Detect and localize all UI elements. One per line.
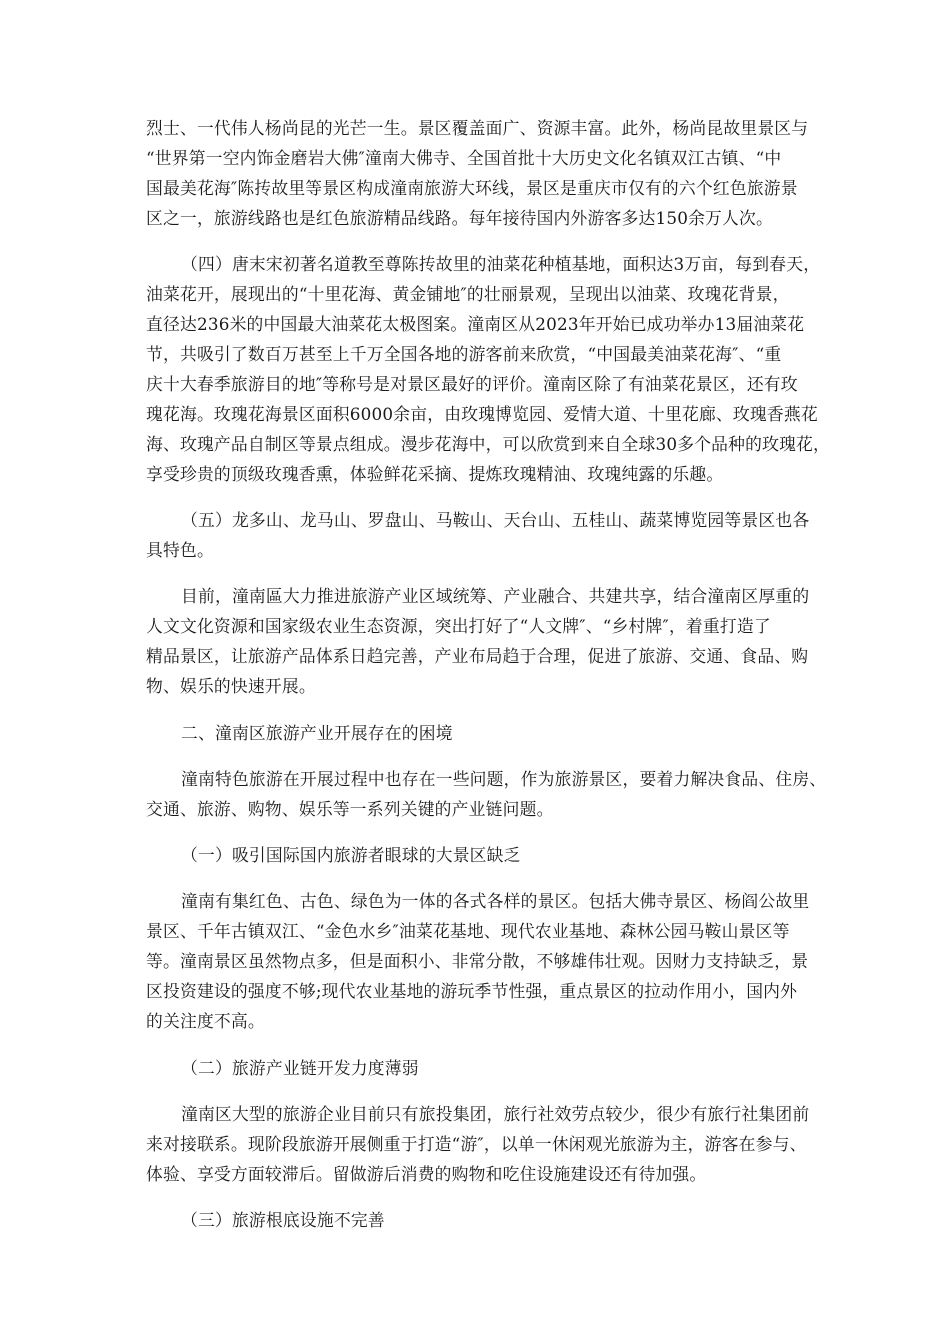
paragraph-line: “世界第一空内饰金磨岩大佛″潼南大佛寺、全国首批十大历史文化名镇双江古镇、“中	[146, 148, 782, 168]
paragraph-line: 油菜花开，展现出的“十里花海、黄金铺地″的壮丽景观，呈现出以油菜、玫瑰花背景，	[146, 284, 790, 304]
paragraph-line: 享受珍贵的顶级玫瑰香熏，体验鲜花采摘、提炼玫瑰精油、玫瑰纯露的乐趣。	[146, 464, 724, 484]
paragraph-line: 直径达236米的中国最大油菜花太极图案。潼南区从2023年开始已成功举办13届油菜花	[146, 314, 805, 334]
paragraph-line: 潼南区大型的旅游企业目前只有旅投集团，旅行社效劳点较少，很少有旅行社集团前	[181, 1104, 810, 1124]
paragraph-line: 体验、享受方面较滞后。留做游后消费的购物和吃住设施建设还有待加强。	[146, 1164, 707, 1184]
paragraph-line: 烈士、一代伟人杨尚昆的光芒一生。景区覆盖面广、资源丰富。此外，杨尚昆故里景区与	[146, 118, 809, 138]
paragraph-line: （五）龙多山、龙马山、罗盘山、马鞍山、天台山、五桂山、蔬菜博览园等景区也各	[181, 510, 810, 530]
paragraph-line: 人文文化资源和国家级农业生态资源，突出打好了“人文牌″、“乡村牌″，着重打造了	[146, 616, 771, 636]
subsection-heading: （三）旅游根底设施不完善	[181, 1210, 385, 1230]
paragraph-line: （四）唐末宋初著名道教至尊陈抟故里的油菜花种植基地，面积达3万亩，每到春天，	[181, 254, 821, 274]
paragraph-line: 具特色。	[146, 540, 214, 560]
paragraph-line: 潼南特色旅游在开展过程中也存在一些问题，作为旅游景区，要着力解决食品、住房、	[181, 769, 827, 789]
paragraph-line: 区投资建设的强度不够;现代农业基地的游玩季节性强，重点景区的拉动作用小，国内外	[146, 981, 798, 1001]
paragraph-line: 瑰花海。玫瑰花海景区面积6000余亩，由玫瑰博览园、爱情大道、十里花廊、玫瑰香燕花	[146, 404, 818, 424]
paragraph-line: 等。潼南景区虽然物点多，但是面积小、非常分散，不够雄伟壮观。因财力支持缺乏，景	[146, 951, 809, 971]
paragraph-line: 潼南有集红色、古色、绿色为一体的各式各样的景区。包括大佛寺景区、杨阎公故里	[181, 891, 810, 911]
paragraph-line: 的关注度不高。	[146, 1011, 265, 1031]
paragraph-line: 目前，潼南區大力推进旅游产业区域统筹、产业融合、共建共享，结合潼南区厚重的	[181, 586, 810, 606]
subsection-heading: （一）吸引国际国内旅游者眼球的大景区缺乏	[181, 845, 521, 865]
paragraph-line: 精品景区，让旅游产品体系日趋完善，产业布局趋于合理，促进了旅游、交通、食品、购	[146, 646, 809, 666]
paragraph-line: 来对接联系。现阶段旅游开展侧重于打造“游″，以单一休闲观光旅游为主，游客在参与、	[146, 1134, 807, 1154]
paragraph-line: 景区、千年古镇双江、“金色水乡″油菜花基地、现代农业基地、森林公园马鞍山景区等	[146, 921, 790, 941]
paragraph-line: 海、玫瑰产品自制区等景点组成。漫步花海中，可以欣赏到来自全球30多个品种的玫瑰花，	[146, 434, 831, 454]
paragraph-line: 区之一，旅游线路也是红色旅游精品线路。每年接待国内外游客多达150余万人次。	[146, 208, 773, 228]
section-heading: 二、潼南区旅游产业开展存在的困境	[181, 723, 453, 743]
paragraph-line: 庆十大春季旅游目的地″等称号是对景区最好的评价。潼南区除了有油菜花景区，还有玫	[146, 374, 798, 394]
paragraph-line: 交通、旅游、购物、娱乐等一系列关键的产业链问题。	[146, 799, 554, 819]
paragraph-line: 节，共吸引了数百万甚至上千万全国各地的游客前来欣赏，“中国最美油菜花海″、“重	[146, 344, 782, 364]
paragraph-line: 物、娱乐的快速开展。	[146, 676, 316, 696]
subsection-heading: （二）旅游产业链开发力度薄弱	[181, 1058, 419, 1078]
paragraph-line: 国最美花海″陈抟故里等景区构成潼南旅游大环线，景区是重庆市仅有的六个红色旅游景	[146, 178, 798, 198]
